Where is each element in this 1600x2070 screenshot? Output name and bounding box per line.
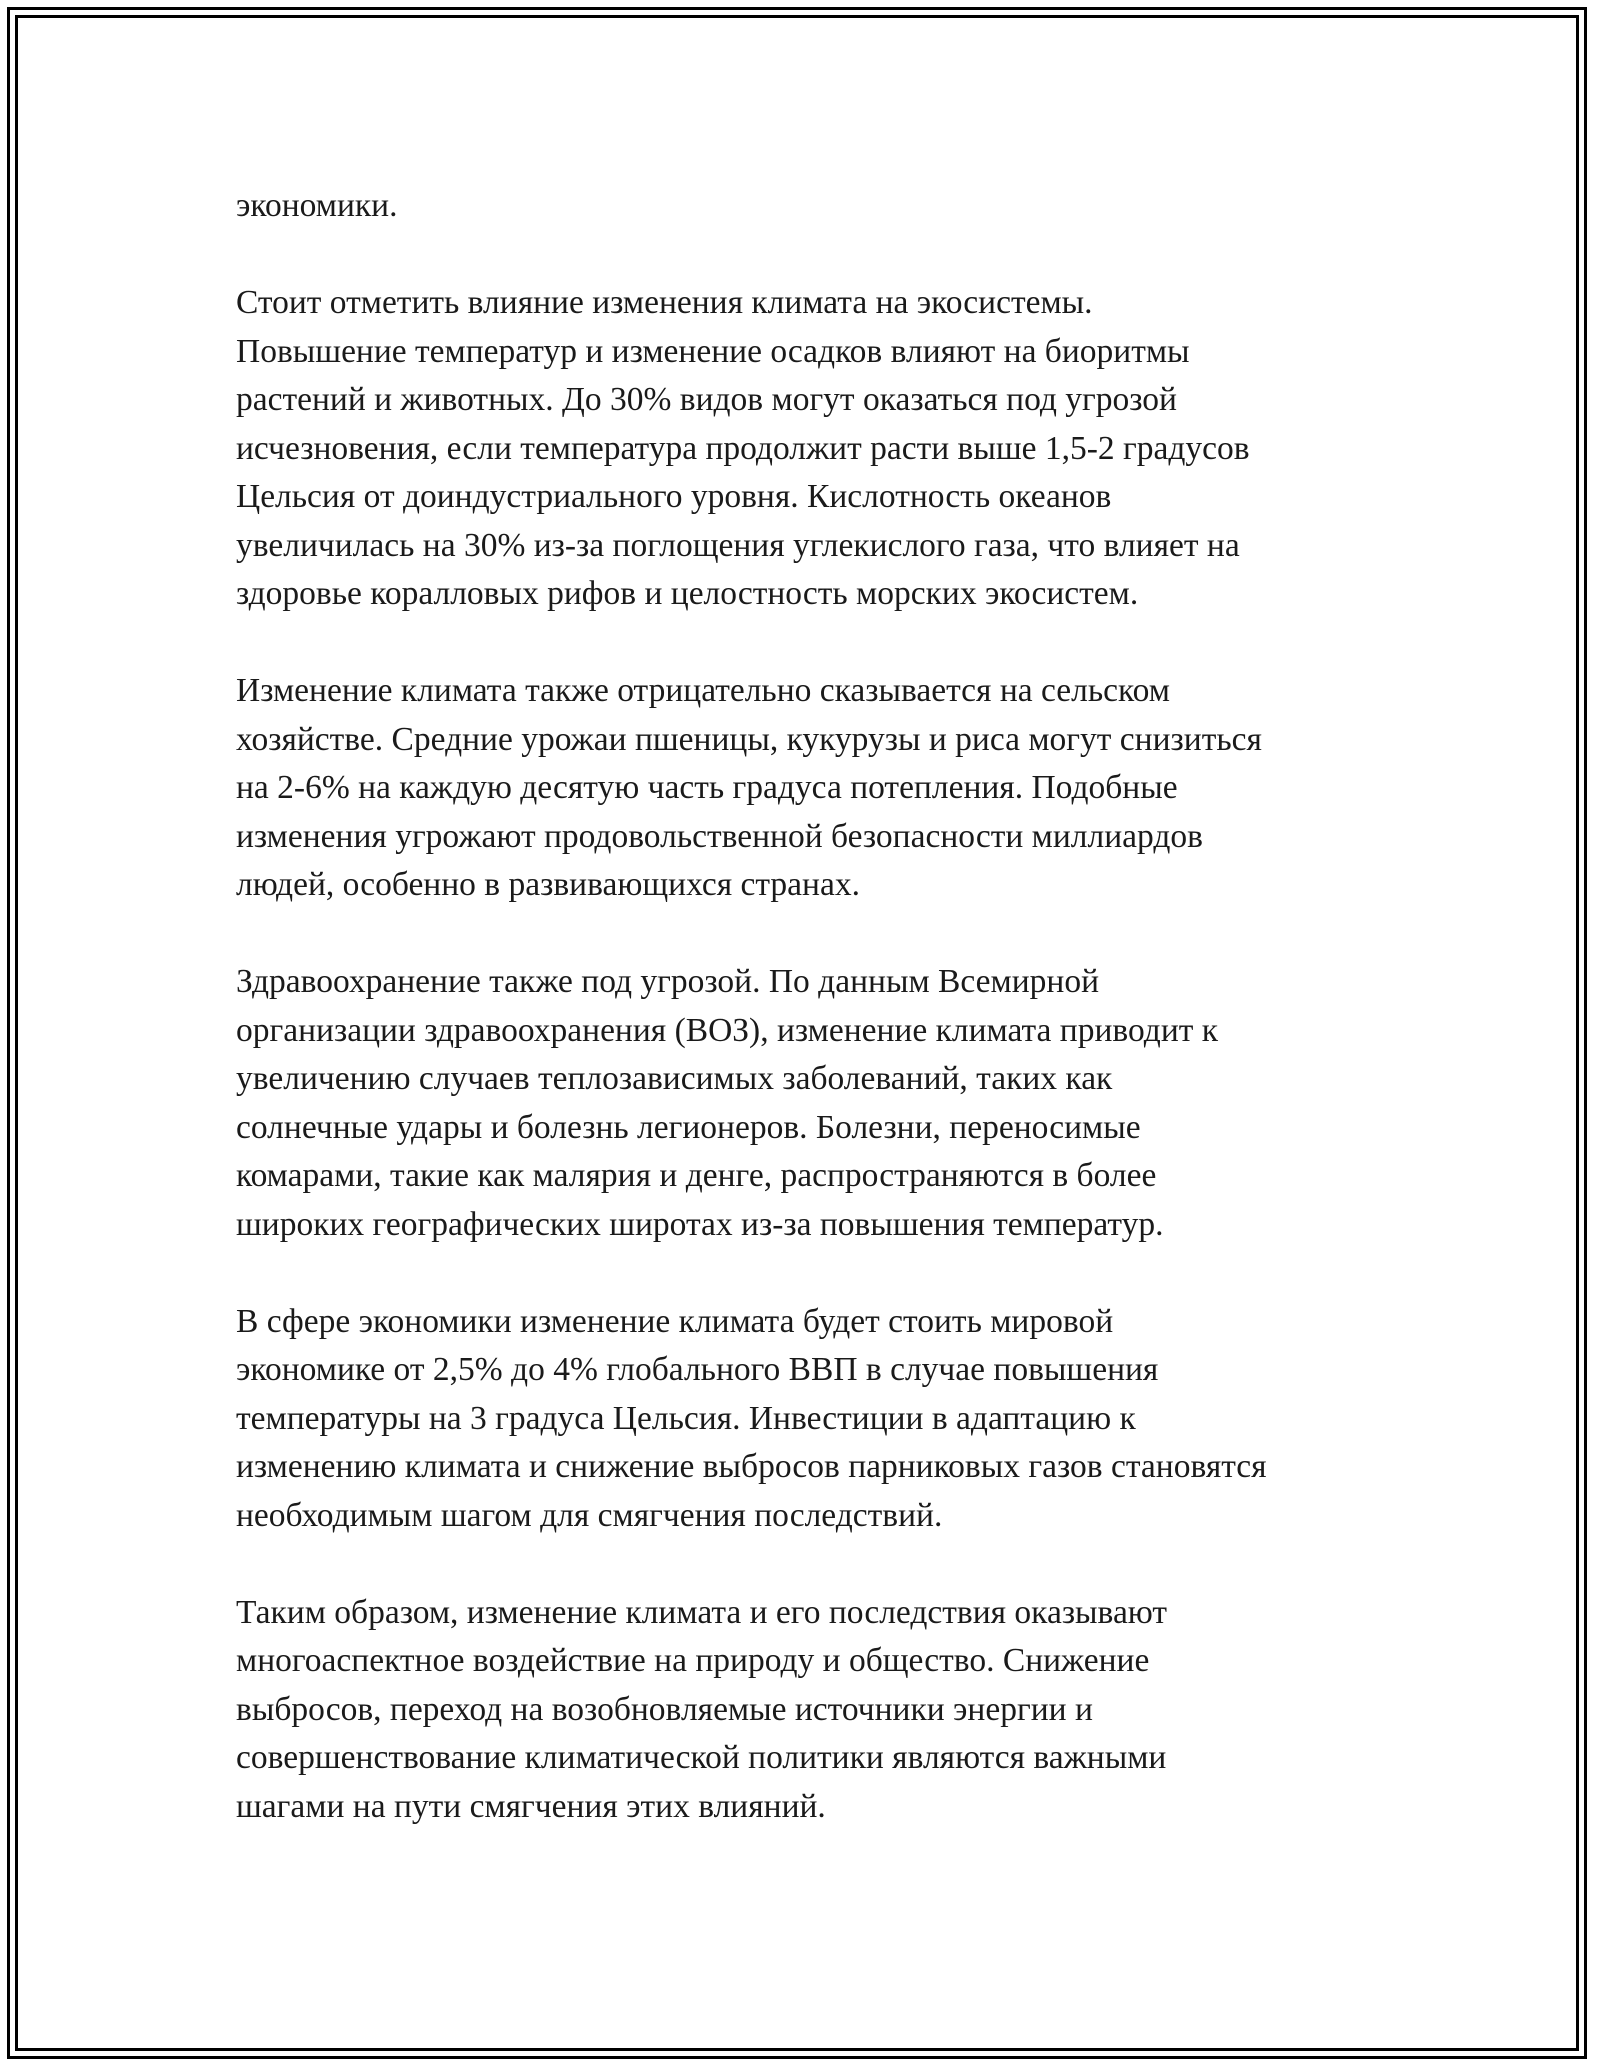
paragraph-ecosystems: Стоит отметить влияние изменения климата на экосистемы. Повышение температур и изменение осадков влияют на биоритмы растений и животных. До 30% видов могут оказаться под угрозой исчезновения, если температура продолжит расти выше 1,5-2 градусов Цельсия от доиндустриального уровня. Кислотность океанов увеличилась на 30% из-за поглощения углекислого газа, что влияет на здоровье коралловых рифов и целостность морских экосистем. [236, 284, 1250, 612]
paragraph-healthcare: Здравоохранение также под угрозой. По данным Всемирной организации здравоохранения (ВОЗ), изменение климата приводит к увеличению случаев теплозависимых заболеваний, таких как солнечные удары и болезнь легионеров. Болезни, переносимые комарами, такие как малярия и денге, распространяются в более широких географических широтах из-за повышения температур. [236, 963, 1219, 1243]
paragraph-economy: В сфере экономики изменение климата будет стоить мировой экономике от 2,5% до 4% глобального ВВП в случае повышения температуры на 3 градуса Цельсия. Инвестиции в адаптацию к изменению климата и снижение выбросов парниковых газов становятся необходимым шагом для смягчения последствий. [236, 1302, 1267, 1534]
paragraph-conclusion: Таким образом, изменение климата и его последствия оказывают многоаспектное воздействие на природу и общество. Снижение выбросов, переход на возобновляемые источники энергии и совершенствование климатической политики являются важными шагами на пути смягчения этих влияний. [236, 1593, 1168, 1825]
paragraph-continuation: экономики. [236, 187, 398, 224]
document-body [236, 182, 1386, 1831]
paragraph-agriculture: Изменение климата также отрицательно сказывается на сельском хозяйстве. Средние урожаи пшеницы, кукурузы и риса могут снизиться на 2-6% на каждую десятую часть градуса потепления. Подобные изменения угрожают продовольственной безопасности миллиардов людей, особенно в развивающихся странах. [236, 672, 1262, 903]
